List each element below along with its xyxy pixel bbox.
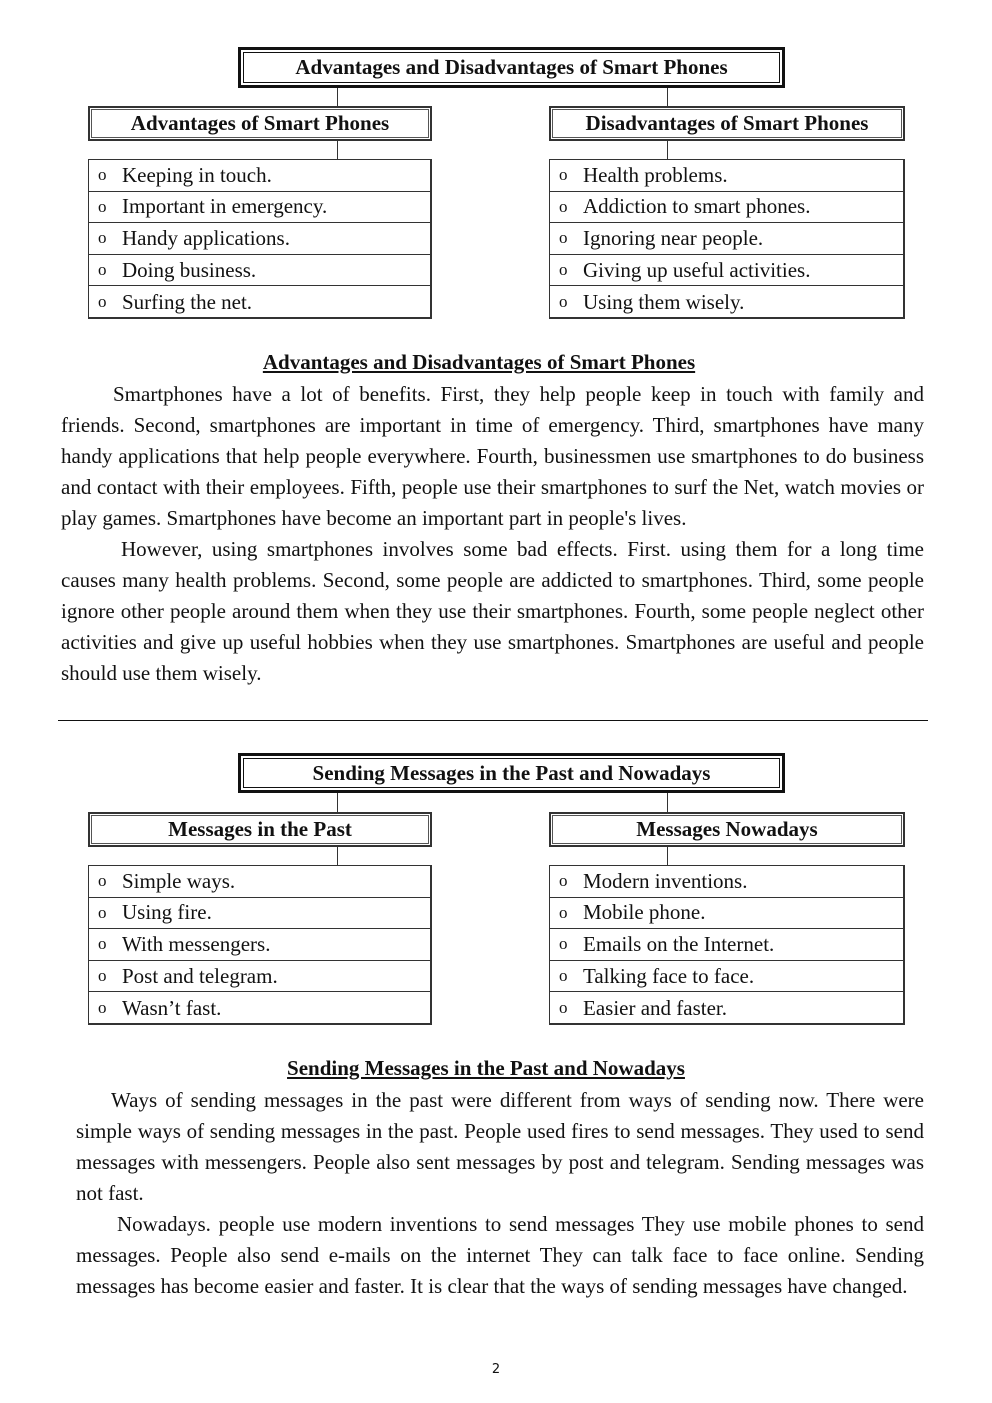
- list-item: o Post and telegram.: [89, 961, 430, 993]
- connector-line: [337, 88, 338, 106]
- bullet-circle-icon: o: [98, 966, 107, 986]
- bullet-circle-icon: o: [559, 966, 568, 986]
- list-item: o Talking face to face.: [550, 961, 903, 993]
- bullet-circle-icon: o: [559, 292, 568, 312]
- section2-main-title: Sending Messages in the Past and Nowadays: [312, 760, 711, 785]
- list-item: o Doing business.: [89, 255, 430, 287]
- bullet-circle-icon: o: [559, 998, 568, 1018]
- connector-line: [337, 793, 338, 812]
- connector-line: [667, 793, 668, 812]
- bullet-circle-icon: o: [559, 902, 568, 922]
- paragraph: However, using smartphones involves some bad effects. First. using them for a long time causes many health problems. Second, some people are addicted to smartphones. Third, some people ignore other people around them when they use their smartphones. Fourth, some people neglect other activities and give up useful hobbies when they use smartphones. Smartphones are useful and people should use them wisely.: [61, 537, 924, 685]
- list-item: o Simple ways.: [89, 866, 430, 898]
- past-title: Messages in the Past: [168, 817, 352, 841]
- list-item: o Emails on the Internet.: [550, 929, 903, 961]
- list-item: o With messengers.: [89, 929, 430, 961]
- disadvantages-title-box: [549, 106, 905, 141]
- list-item: o Keeping in touch.: [89, 160, 430, 192]
- list-item: o Addiction to smart phones.: [550, 192, 903, 224]
- bullet-circle-icon: o: [98, 902, 107, 922]
- nowadays-title: Messages Nowadays: [636, 817, 818, 841]
- bullet-circle-icon: o: [559, 934, 568, 954]
- nowadays-list: [549, 865, 905, 1025]
- bullet-circle-icon: o: [98, 260, 107, 280]
- bullet-circle-icon: o: [98, 165, 107, 185]
- list-item: o Using fire.: [89, 898, 430, 930]
- bullet-circle-icon: o: [559, 260, 568, 280]
- section2-main-title-box: [238, 753, 785, 793]
- section1-main-title-box: [238, 47, 785, 88]
- connector-line: [667, 88, 668, 106]
- list-item: o Modern inventions.: [550, 866, 903, 898]
- bullet-circle-icon: o: [559, 196, 568, 216]
- connector-line: [667, 847, 668, 865]
- advantages-title: Advantages of Smart Phones: [130, 111, 390, 135]
- advantages-list: [88, 159, 432, 319]
- bullet-circle-icon: o: [98, 998, 107, 1018]
- paragraph: Nowadays. people use modern inventions to send messages They use mobile phones to send messages. People also send e-mails on the internet They can talk face to face online. Sending messages has become easier and faster. It is clear that the ways of sending messages have changed.: [76, 1212, 924, 1298]
- bullet-circle-icon: o: [98, 228, 107, 248]
- disadvantages-list: [549, 159, 905, 319]
- list-item: o Mobile phone.: [550, 898, 903, 930]
- section1-body: [61, 379, 924, 689]
- list-item: o Ignoring near people.: [550, 223, 903, 255]
- list-item: o Easier and faster.: [559, 995, 728, 1020]
- section1-main-title: Advantages and Disadvantages of Smart Phones: [295, 55, 728, 79]
- section2-body: [76, 1085, 924, 1302]
- list-item: o Wasn’t fast.: [98, 995, 222, 1020]
- past-list: [88, 865, 432, 1025]
- bullet-circle-icon: o: [98, 934, 107, 954]
- bullet-circle-icon: o: [98, 196, 107, 216]
- list-item: o Health problems.: [550, 160, 903, 192]
- section-divider: [58, 720, 928, 721]
- connector-line: [337, 847, 338, 865]
- past-title-box: [88, 812, 432, 847]
- list-item: o Important in emergency.: [89, 192, 430, 224]
- bullet-circle-icon: o: [98, 871, 107, 891]
- list-item: o Handy applications.: [89, 223, 430, 255]
- section2-heading: Sending Messages in the Past and Nowadays: [287, 1056, 685, 1080]
- bullet-circle-icon: o: [98, 292, 107, 312]
- section1-heading: Advantages and Disadvantages of Smart Phones: [262, 350, 696, 374]
- bullet-circle-icon: o: [559, 228, 568, 248]
- list-item: o Giving up useful activities.: [550, 255, 903, 287]
- connector-line: [337, 141, 338, 159]
- bullet-circle-icon: o: [559, 871, 568, 891]
- paragraph: Ways of sending messages in the past were different from ways of sending now. There were simple ways of sending messages in the past. People used fires to send messages. They used to send messages with messengers. People also sent messages by post and telegram. Sending messages was not fast.: [76, 1088, 924, 1205]
- paragraph: Smartphones have a lot of benefits. First, they help people keep in touch with family and friends. Second, smartphones are important in time of emergency. Third, smartphones have many handy applications that help people everywhere. Fourth, businessmen use smartphones to do business and contact with their employees. Fifth, people use their smartphones to surf the Net, watch movies or play games. Smartphones have become an important part in people's lives.: [61, 382, 924, 530]
- nowadays-title-box: [549, 812, 905, 847]
- connector-line: [667, 141, 668, 159]
- disadvantages-title: Disadvantages of Smart Phones: [585, 111, 869, 135]
- page-number: 2: [491, 1362, 501, 1377]
- list-item: o Surfing the net.: [98, 289, 253, 314]
- bullet-circle-icon: o: [559, 165, 568, 185]
- list-item: o Using them wisely.: [559, 289, 745, 314]
- advantages-title-box: [88, 106, 432, 141]
